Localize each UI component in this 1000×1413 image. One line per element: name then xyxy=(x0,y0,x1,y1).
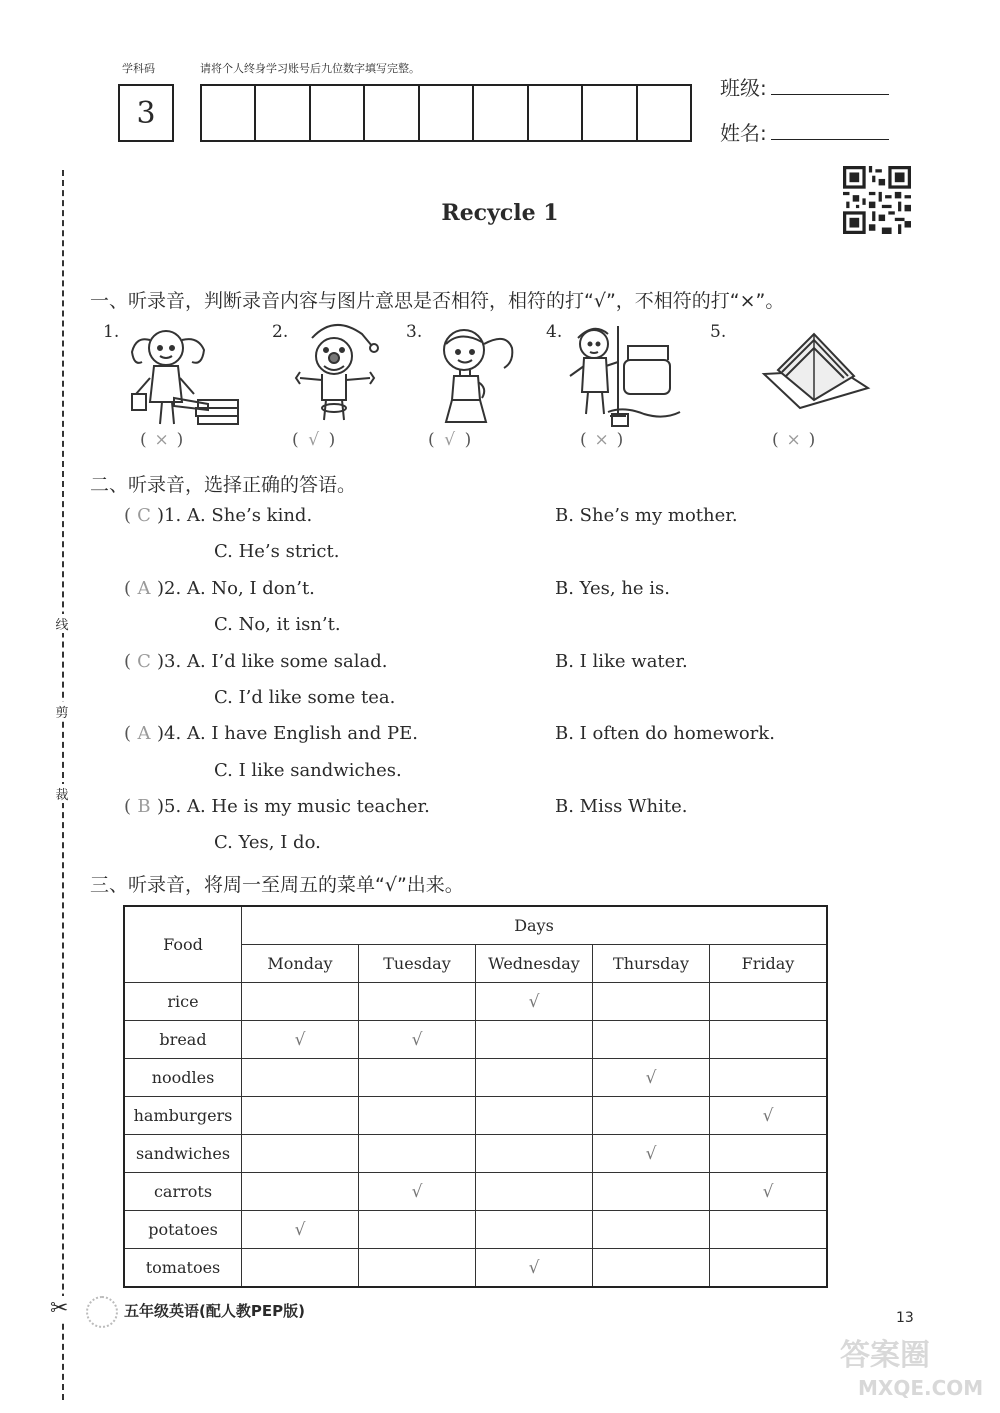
cut-line-char: 线 xyxy=(52,614,72,633)
check-cell[interactable] xyxy=(242,1173,359,1211)
food-header: Food xyxy=(124,906,242,983)
answer-paren: ( C xyxy=(124,651,157,672)
menu-table xyxy=(123,905,828,1288)
answer-mark[interactable]: C xyxy=(137,505,151,526)
check-cell[interactable] xyxy=(710,1059,828,1097)
check-cell[interactable] xyxy=(359,1249,476,1288)
check-cell[interactable] xyxy=(710,1211,828,1249)
check-cell[interactable] xyxy=(476,1059,593,1097)
question-number: )2. xyxy=(157,578,182,599)
check-cell[interactable] xyxy=(710,1135,828,1173)
check-cell[interactable] xyxy=(476,1211,593,1249)
option-b: B. She’s my mother. xyxy=(555,505,738,526)
answer-paren: ( × ) xyxy=(772,430,816,450)
answer-paren: ( C xyxy=(124,505,157,526)
option-b: B. I often do homework. xyxy=(555,723,775,744)
day-header-friday: Friday xyxy=(710,945,828,983)
answer-paren: ( × ) xyxy=(140,430,184,450)
check-cell[interactable] xyxy=(476,1135,593,1173)
question-3 xyxy=(124,651,388,672)
check-cell[interactable] xyxy=(359,1097,476,1135)
digit-box[interactable] xyxy=(365,86,419,140)
check-cell[interactable] xyxy=(242,1135,359,1173)
digit-box[interactable] xyxy=(311,86,365,140)
girl-reading-icon xyxy=(122,318,244,430)
picture-number: 2. xyxy=(272,322,289,342)
book-title: 五年级英语(配人教PEP版) xyxy=(124,1302,305,1320)
page-title: Recycle 1 xyxy=(441,200,559,226)
clown-boy-icon xyxy=(292,316,382,428)
answer-mark[interactable]: × xyxy=(786,430,801,450)
answer-mark[interactable]: A xyxy=(137,578,151,599)
food-cell: tomatoes xyxy=(124,1249,242,1288)
sandwich-icon xyxy=(760,330,876,416)
class-field[interactable] xyxy=(720,72,889,101)
cut-line-char: 剪 xyxy=(52,702,72,721)
option-b: B. Yes, he is. xyxy=(555,578,671,599)
check-cell[interactable] xyxy=(242,1097,359,1135)
option-a: A. She’s kind. xyxy=(186,505,313,526)
check-cell[interactable] xyxy=(593,1097,710,1135)
check-cell[interactable] xyxy=(593,983,710,1021)
check-cell[interactable] xyxy=(359,1135,476,1173)
check-cell[interactable] xyxy=(242,1059,359,1097)
day-header-wednesday: Wednesday xyxy=(476,945,593,983)
check-cell[interactable] xyxy=(710,983,828,1021)
option-c: C. He’s strict. xyxy=(214,541,340,562)
check-cell[interactable] xyxy=(710,1249,828,1288)
question-2 xyxy=(124,578,315,599)
scissors-icon: ✂ xyxy=(50,1296,69,1321)
table-row xyxy=(124,1249,827,1288)
option-a: A. I have English and PE. xyxy=(186,723,418,744)
picture-number: 5. xyxy=(710,322,727,342)
account-digit-boxes[interactable] xyxy=(200,84,692,142)
food-cell: sandwiches xyxy=(124,1135,242,1173)
answer-mark[interactable]: C xyxy=(137,651,151,672)
question-number: )5. xyxy=(157,796,182,817)
check-cell[interactable]: √ xyxy=(242,1211,359,1249)
check-cell[interactable]: √ xyxy=(359,1173,476,1211)
book-logo-icon xyxy=(86,1296,118,1328)
food-cell: bread xyxy=(124,1021,242,1059)
answer-paren: ( √ ) xyxy=(428,430,472,450)
digit-box[interactable] xyxy=(583,86,637,140)
option-a: A. He is my music teacher. xyxy=(186,796,430,817)
cut-line-char: 裁 xyxy=(52,784,72,803)
answer-mark[interactable]: × xyxy=(594,430,609,450)
food-cell: noodles xyxy=(124,1059,242,1097)
question-number: )4. xyxy=(157,723,182,744)
check-cell[interactable] xyxy=(242,1249,359,1288)
page-number: 13 xyxy=(896,1310,914,1326)
picture-number: 4. xyxy=(546,322,563,342)
section1-heading: 一、听录音，判断录音内容与图片意思是否相符，相符的打“√”，不相符的打“×”。 xyxy=(90,290,785,312)
answer-mark[interactable]: √ xyxy=(308,430,320,450)
answer-paren: ( A xyxy=(124,723,157,744)
option-c: C. I’d like some tea. xyxy=(214,687,396,708)
check-cell[interactable] xyxy=(359,1059,476,1097)
check-cell[interactable] xyxy=(476,1173,593,1211)
check-cell[interactable]: √ xyxy=(359,1021,476,1059)
day-header-thursday: Thursday xyxy=(593,945,710,983)
check-cell[interactable]: √ xyxy=(242,1021,359,1059)
check-cell[interactable]: √ xyxy=(476,1249,593,1288)
check-cell[interactable] xyxy=(710,1021,828,1059)
check-cell[interactable] xyxy=(593,1249,710,1288)
answer-paren: ( A xyxy=(124,578,157,599)
check-cell[interactable] xyxy=(359,1211,476,1249)
option-c: C. I like sandwiches. xyxy=(214,760,402,781)
option-a: A. I’d like some salad. xyxy=(186,651,388,672)
digit-box[interactable] xyxy=(202,86,256,140)
section2-heading: 二、听录音，选择正确的答语。 xyxy=(90,474,357,496)
subject-code-label: 学科码 xyxy=(122,62,155,75)
question-5 xyxy=(124,796,430,817)
day-header-monday: Monday xyxy=(242,945,359,983)
table-row xyxy=(124,1097,827,1135)
check-cell[interactable]: √ xyxy=(593,1135,710,1173)
food-cell: hamburgers xyxy=(124,1097,242,1135)
boy-cleaning-icon xyxy=(564,316,688,430)
answer-paren: ( B xyxy=(124,796,157,817)
name-field[interactable] xyxy=(720,117,889,146)
option-c: C. Yes, I do. xyxy=(214,832,321,853)
check-cell[interactable]: √ xyxy=(476,983,593,1021)
food-cell: rice xyxy=(124,983,242,1021)
days-header: Days xyxy=(242,906,828,945)
name-label: 姓名: xyxy=(720,121,767,145)
account-instruction: 请将个人终身学习账号后九位数字填写完整。 xyxy=(200,62,420,75)
check-cell[interactable]: √ xyxy=(710,1097,828,1135)
food-cell: carrots xyxy=(124,1173,242,1211)
digit-box[interactable] xyxy=(638,86,690,140)
answer-paren: ( × ) xyxy=(580,430,624,450)
check-cell[interactable] xyxy=(593,1021,710,1059)
table-row xyxy=(124,983,827,1021)
question-number: )1. xyxy=(157,505,182,526)
question-1 xyxy=(124,505,312,526)
check-cell[interactable] xyxy=(593,1173,710,1211)
table-row xyxy=(124,1211,827,1249)
watermark-text: 答案圈 xyxy=(840,1338,930,1373)
picture-number: 1. xyxy=(103,322,120,342)
digit-box[interactable] xyxy=(256,86,310,140)
question-4 xyxy=(124,723,418,744)
check-cell[interactable] xyxy=(476,1097,593,1135)
check-cell[interactable]: √ xyxy=(710,1173,828,1211)
watermark-url: MXQE.COM xyxy=(858,1376,984,1400)
girl-ponytail-icon xyxy=(424,318,524,430)
check-cell[interactable] xyxy=(242,983,359,1021)
question-number: )3. xyxy=(157,651,182,672)
check-cell[interactable]: √ xyxy=(593,1059,710,1097)
food-cell: potatoes xyxy=(124,1211,242,1249)
table-row xyxy=(124,1173,827,1211)
day-header-tuesday: Tuesday xyxy=(359,945,476,983)
answer-mark[interactable]: A xyxy=(137,723,151,744)
subject-code-box: 3 xyxy=(118,84,174,142)
check-cell[interactable] xyxy=(476,1021,593,1059)
picture-number: 3. xyxy=(406,322,423,342)
digit-box[interactable] xyxy=(529,86,583,140)
check-cell[interactable] xyxy=(593,1211,710,1249)
name-blank[interactable] xyxy=(771,121,889,140)
answer-paren: ( √ ) xyxy=(292,430,336,450)
check-cell[interactable] xyxy=(359,983,476,1021)
table-row xyxy=(124,1135,827,1173)
digit-box[interactable] xyxy=(420,86,474,140)
answer-mark[interactable]: B xyxy=(137,796,151,817)
option-a: A. No, I don’t. xyxy=(186,578,315,599)
answer-mark[interactable]: × xyxy=(154,430,169,450)
option-c: C. No, it isn’t. xyxy=(214,614,341,635)
table-row xyxy=(124,1059,827,1097)
digit-box[interactable] xyxy=(474,86,528,140)
answer-mark[interactable]: √ xyxy=(444,430,456,450)
option-b: B. I like water. xyxy=(555,651,688,672)
table-row xyxy=(124,1021,827,1059)
option-b: B. Miss White. xyxy=(555,796,688,817)
section3-heading: 三、听录音，将周一至周五的菜单“√”出来。 xyxy=(90,874,464,896)
class-label: 班级: xyxy=(720,76,767,100)
class-blank[interactable] xyxy=(771,76,889,95)
